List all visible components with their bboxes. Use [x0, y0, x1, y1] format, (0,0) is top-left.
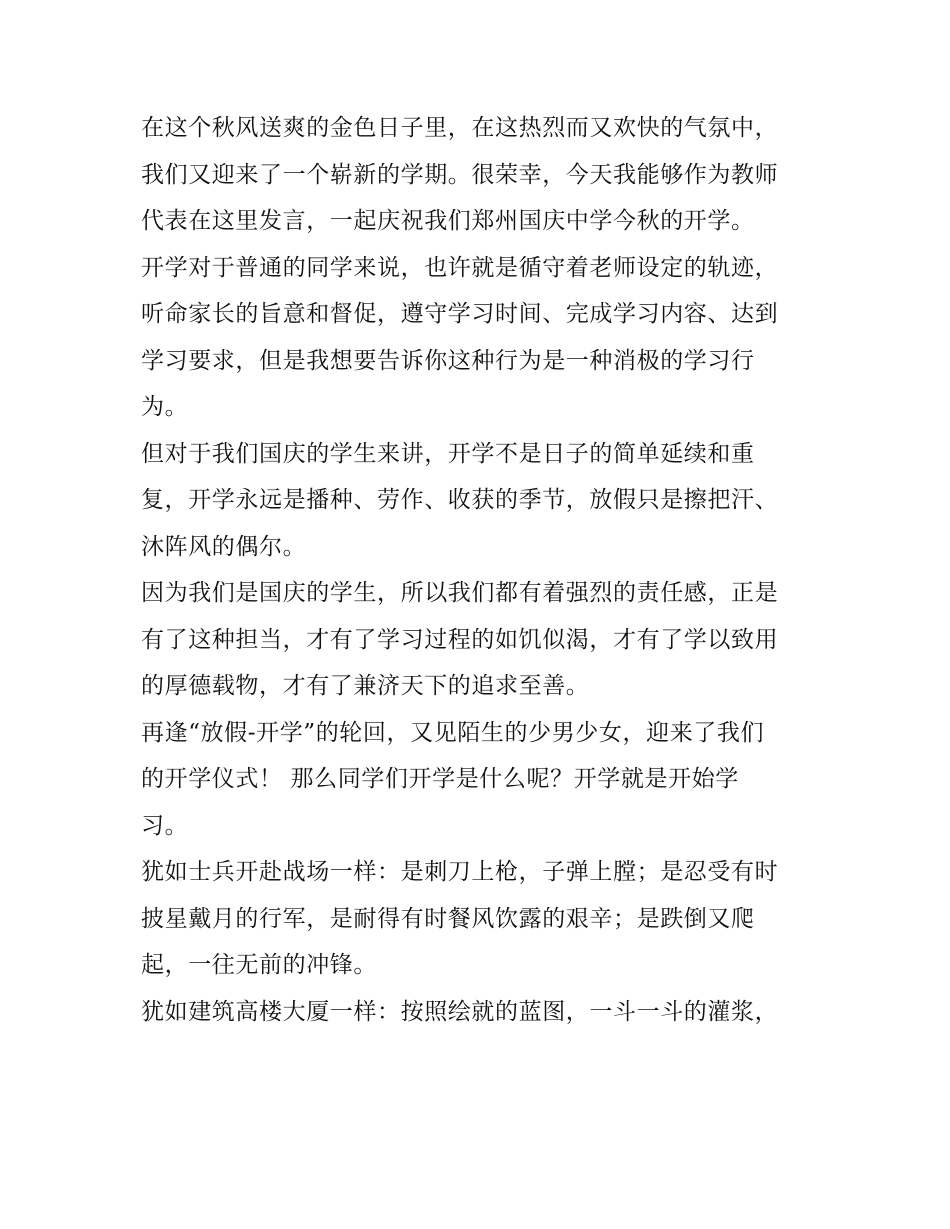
text-line: 披星戴月的行军，是耐得有时餐风饮露的艰辛；是跌倒又爬 — [141, 905, 755, 932]
text-line: 为。 — [141, 394, 189, 420]
text-line: 我们又迎来了一个崭新的学期。很荣幸，今天我能够作为教师 — [141, 161, 779, 188]
text-line: 再逢“放假-开学”的轮回，又见陌生的少男少女，迎来了我们 — [141, 719, 765, 746]
text-line: 有了这种担当，才有了学习过程的如饥似渴，才有了学以致用 — [141, 626, 779, 653]
speech-text — [141, 105, 841, 1035]
text-line: 的厚德载物，才有了兼济天下的追求至善。 — [141, 673, 590, 699]
text-line: 复，开学永远是播种、劳作、收获的季节，放假只是擦把汗、 — [141, 487, 779, 513]
text-line: 习。 — [141, 812, 189, 839]
text-line: 在这个秋风送爽的金色日子里，在这热烈而又欢快的气氛中， — [141, 115, 779, 141]
text-line: 但对于我们国庆的学生来讲，开学不是日子的简单延续和重 — [141, 440, 755, 467]
text-line: 犹如建筑高楼大厦一样：按照绘就的蓝图，一斗一斗的灌浆， — [141, 998, 779, 1025]
text-line: 学习要求，但是我想要告诉你这种行为是一种消极的学习行 — [141, 347, 755, 374]
text-line: 听命家长的旨意和督促，遵守学习时间、完成学习内容、达到 — [141, 301, 779, 327]
text-line: 的开学仪式！ 那么同学们开学是什么呢？开学就是开始学 — [141, 766, 739, 792]
text-line: 代表在这里发言，一起庆祝我们郑州国庆中学今秋的开学。 — [141, 208, 755, 234]
text-line: 沐阵风的偶尔。 — [141, 533, 307, 560]
text-line: 开学对于普通的同学来说，也许就是循守着老师设定的轨迹， — [141, 254, 779, 281]
text-line: 犹如士兵开赴战场一样：是刺刀上枪，子弹上膛；是忍受有时 — [141, 859, 779, 885]
text-line: 起，一往无前的冲锋。 — [141, 952, 377, 978]
text-line: 因为我们是国庆的学生，所以我们都有着强烈的责任感，正是 — [141, 580, 779, 606]
